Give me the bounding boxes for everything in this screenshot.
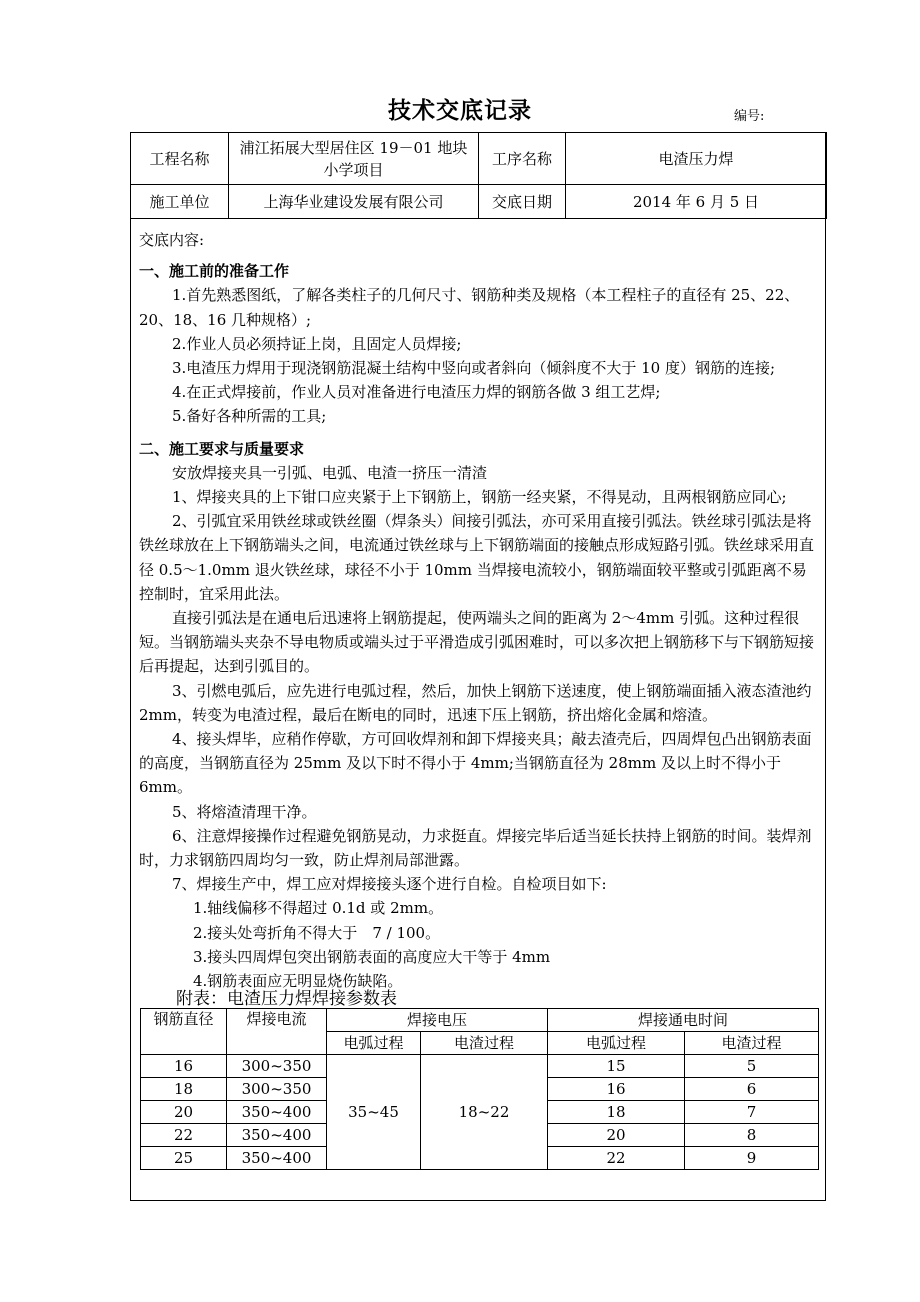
cell-time-slag: 5: [685, 1055, 819, 1078]
section-1-title: 一、施工前的准备工作: [139, 262, 290, 281]
cell-time-arc: 22: [548, 1147, 685, 1170]
cell-time-slag: 9: [685, 1147, 819, 1170]
cell-voltage-slag: 18~22: [421, 1055, 548, 1170]
check-item-4: 4.钢筋表面应无明显烧伤缺陷。: [193, 972, 403, 991]
check-item-3: 3.接头四周焊包突出钢筋表面的高度应大干等于 4mm: [193, 947, 551, 966]
cell-diameter: 16: [141, 1055, 227, 1078]
cell-diameter: 22: [141, 1124, 227, 1147]
requirement-2: 2、引弧宜采用铁丝球或铁丝圈（焊条头）间接引弧法，亦可采用直接引弧法。铁丝球引弧法是将铁丝球放在上下钢筋端头之间，电流通过铁丝球与上下钢筋端面的接触点形成短路引弧。铁丝球采用直径 0.5～1.0mm 退火铁丝球，球径不小于 10mm 当焊接电流较小，钢筋端面较平整或引弧距离不易控制时，宜采用此法。: [139, 512, 815, 603]
project-name-label: 工程名称: [131, 133, 229, 185]
prep-item-5: 5.备好各种所需的工具;: [172, 407, 327, 426]
col-header-voltage: 焊接电压: [327, 1009, 548, 1032]
sub-header-time-arc: 电弧过程: [548, 1032, 685, 1055]
page-title: 技术交底记录: [388, 98, 532, 124]
handover-content: [139, 228, 820, 993]
cell-current: 300~350: [227, 1055, 327, 1078]
section-2-title: 二、施工要求与质量要求: [139, 439, 305, 458]
requirement-5: 5、将熔渣清理干净。: [172, 802, 317, 821]
requirement-3: 3、引燃电弧后，应先进行电弧过程，然后，加快上钢筋下送速度，使上钢筋端面插入液态渣池约 2mm，转变为电渣过程，最后在断电的同时，迅速下压上钢筋，挤出熔化金属和熔渣。: [139, 681, 812, 724]
check-item-1: 1.轴线偏移不得超过 0.1d 或 2mm。: [193, 899, 444, 918]
cell-diameter: 20: [141, 1101, 227, 1124]
sub-header-voltage-slag: 电渣过程: [421, 1032, 548, 1055]
handover-date-value: 2014 年 6 月 5 日: [566, 185, 827, 219]
construction-unit-label: 施工单位: [131, 185, 229, 219]
requirement-2-direct: 直接引弧法是在通电后迅速将上钢筋提起，使两端头之间的距离为 2～4mm 引弧。这种过程很短。当钢筋端头夹杂不导电物质或端头过于平滑造成引弧困难时，可以多次把上钢筋移下与下钢筋短接后再提起，达到引弧目的。: [139, 609, 815, 676]
cell-time-arc: 20: [548, 1124, 685, 1147]
param-table-caption: 附表：电渣压力焊焊接参数表: [176, 989, 397, 1009]
prep-item-3: 3.电渣压力焊用于现浇钢筋混凝土结构中竖向或者斜向（倾斜度不大于 10 度）钢筋的连接;: [172, 359, 775, 378]
cell-time-slag: 8: [685, 1124, 819, 1147]
header-table: [130, 132, 827, 219]
welding-param-table: [140, 1008, 819, 1170]
construction-unit-value: 上海华业建设发展有限公司: [229, 185, 479, 219]
cell-time-slag: 6: [685, 1078, 819, 1101]
cell-current: 300~350: [227, 1078, 327, 1101]
requirement-6: 6、注意焊接操作过程避免钢筋晃动，力求挺直。焊接完毕后适当延长扶持上钢筋的时间。装焊剂时，力求钢筋四周均匀一致，防止焊剂局部泄露。: [139, 826, 812, 870]
cell-current: 350~400: [227, 1147, 327, 1170]
col-header-current: 焊接电流: [227, 1009, 327, 1055]
prep-item-4: 4.在正式焊接前，作业人员对准备进行电渣压力焊的钢筋各做 3 组工艺焊;: [172, 383, 661, 402]
sub-header-time-slag: 电渣过程: [685, 1032, 819, 1055]
table-row: [141, 1055, 819, 1078]
cell-time-arc: 16: [548, 1078, 685, 1101]
cell-current: 350~400: [227, 1124, 327, 1147]
requirement-4: 4、接头焊毕，应稍作停歇，方可回收焊剂和卸下焊接夹具；敲去渣壳后，四周焊包凸出钢筋表面的高度，当钢筋直径为 25mm 及以下时不得小于 4mm;当钢筋直径为 28mm 及以上时不得小于 6mm。: [139, 730, 812, 797]
cell-diameter: 18: [141, 1078, 227, 1101]
content-intro: 交底内容:: [139, 231, 205, 249]
doc-number-label: 编号:: [734, 109, 765, 124]
requirement-7: 7、焊接生产中，焊工应对焊接接头逐个进行自检。自检项目如下:: [172, 875, 607, 894]
process-name-value: 电渣压力焊: [566, 133, 827, 185]
cell-voltage-arc: 35~45: [327, 1055, 421, 1170]
project-name-value: 浦江拓展大型居住区 19－01 地块小学项目: [229, 133, 479, 185]
col-header-diameter: 钢筋直径: [141, 1009, 227, 1055]
cell-time-arc: 15: [548, 1055, 685, 1078]
process-flow: 安放焊接夹具一引弧、电弧、电渣一挤压一清渣: [172, 463, 488, 482]
prep-item-2: 2.作业人员必须持证上岗，且固定人员焊接;: [172, 334, 462, 353]
check-item-2: 2.接头处弯折角不得大于 7 / 100。: [193, 923, 441, 942]
col-header-time: 焊接通电时间: [548, 1009, 819, 1032]
process-name-label: 工序名称: [479, 133, 566, 185]
handover-date-label: 交底日期: [479, 185, 566, 219]
sub-header-voltage-arc: 电弧过程: [327, 1032, 421, 1055]
requirement-1: 1、焊接夹具的上下钳口应夹紧于上下钢筋上，钢筋一经夹紧，不得晃动，且两根钢筋应同心;: [172, 488, 787, 507]
prep-item-1: 1.首先熟悉图纸，了解各类柱子的几何尺寸、钢筋种类及规格（本工程柱子的直径有 25、22、20、18、16 几种规格）;: [139, 286, 800, 329]
cell-diameter: 25: [141, 1147, 227, 1170]
cell-time-slag: 7: [685, 1101, 819, 1124]
cell-time-arc: 18: [548, 1101, 685, 1124]
cell-current: 350~400: [227, 1101, 327, 1124]
